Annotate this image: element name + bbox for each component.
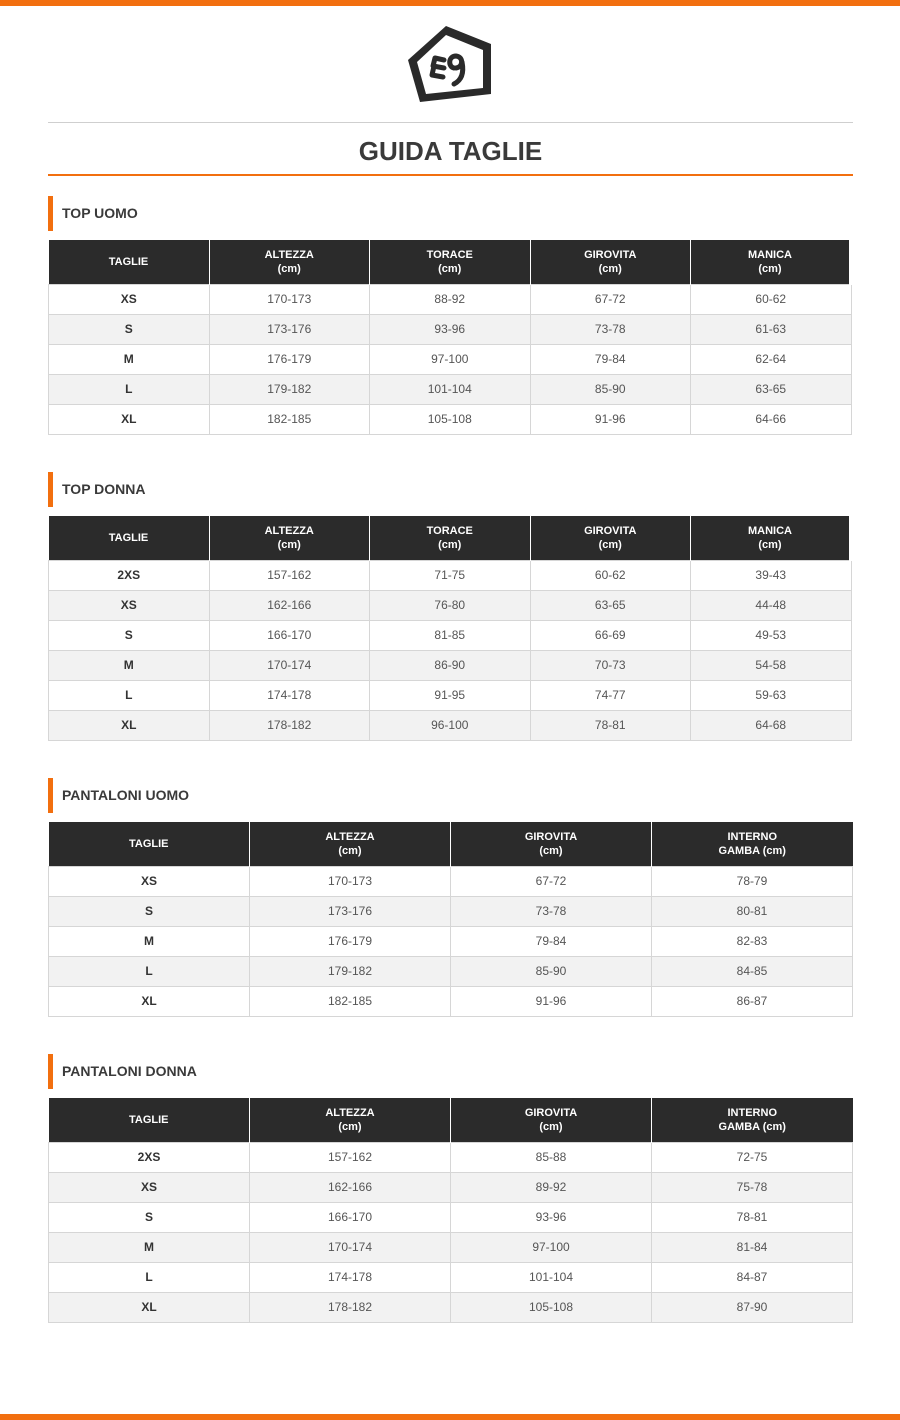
table-cell: 79-84 xyxy=(530,344,691,374)
table-cell: 97-100 xyxy=(370,344,531,374)
size-cell: S xyxy=(49,620,210,650)
column-header: TAGLIE xyxy=(49,822,250,866)
page-title: GUIDA TAGLIE xyxy=(358,136,543,166)
column-header: ALTEZZA (cm) xyxy=(250,1098,451,1142)
table-header-row xyxy=(49,822,853,866)
table-cell: 178-182 xyxy=(250,1292,451,1322)
column-header: ALTEZZA (cm) xyxy=(209,516,370,560)
section-title: TOP UOMO xyxy=(62,205,138,221)
column-header: GIROVITA (cm) xyxy=(530,240,691,284)
table-cell: 73-78 xyxy=(530,314,691,344)
table-cell: 70-73 xyxy=(530,650,691,680)
table-cell: 78-79 xyxy=(652,866,853,896)
table-row xyxy=(49,926,853,956)
table-row xyxy=(49,404,852,434)
table-row xyxy=(49,620,852,650)
table-cell: 89-92 xyxy=(451,1172,652,1202)
table-cell: 39-43 xyxy=(691,560,852,590)
table-cell: 44-48 xyxy=(691,590,852,620)
section-heading xyxy=(48,196,853,231)
table-cell: 63-65 xyxy=(691,374,852,404)
table-row xyxy=(49,590,852,620)
table-row xyxy=(49,284,852,314)
section-accent xyxy=(48,472,53,507)
header-divider xyxy=(48,122,853,123)
table-cell: 64-66 xyxy=(691,404,852,434)
size-cell: 2XS xyxy=(49,560,210,590)
column-header: MANICA (cm) xyxy=(691,240,852,284)
bottom-accent-bar xyxy=(0,1414,900,1420)
table-cell: 170-173 xyxy=(209,284,370,314)
table-cell: 166-170 xyxy=(209,620,370,650)
table-cell: 173-176 xyxy=(250,896,451,926)
table-cell: 179-182 xyxy=(209,374,370,404)
table-cell: 74-77 xyxy=(530,680,691,710)
table-row xyxy=(49,866,853,896)
column-header: TORACE (cm) xyxy=(370,240,531,284)
table-cell: 87-90 xyxy=(652,1292,853,1322)
section-heading xyxy=(48,1054,853,1089)
section-heading xyxy=(48,472,853,507)
size-cell: XS xyxy=(49,590,210,620)
table-cell: 96-100 xyxy=(370,710,531,740)
table-cell: 60-62 xyxy=(530,560,691,590)
size-cell: L xyxy=(49,956,250,986)
size-cell: XS xyxy=(49,1172,250,1202)
section-title: TOP DONNA xyxy=(62,481,146,497)
table-row xyxy=(49,650,852,680)
column-header: TAGLIE xyxy=(49,240,210,284)
table-cell: 173-176 xyxy=(209,314,370,344)
table-cell: 82-83 xyxy=(652,926,853,956)
size-cell: S xyxy=(49,314,210,344)
table-cell: 73-78 xyxy=(451,896,652,926)
table-cell: 66-69 xyxy=(530,620,691,650)
table-row xyxy=(49,896,853,926)
table-cell: 170-174 xyxy=(250,1232,451,1262)
top-accent-bar xyxy=(0,0,900,6)
size-table xyxy=(48,1098,853,1323)
section-accent xyxy=(48,778,53,813)
table-cell: 81-85 xyxy=(370,620,531,650)
table-cell: 97-100 xyxy=(451,1232,652,1262)
table-cell: 93-96 xyxy=(370,314,531,344)
table-cell: 85-90 xyxy=(530,374,691,404)
table-cell: 179-182 xyxy=(250,956,451,986)
table-cell: 67-72 xyxy=(451,866,652,896)
section-title: PANTALONI DONNA xyxy=(62,1063,197,1079)
size-table xyxy=(48,240,853,435)
table-cell: 85-88 xyxy=(451,1142,652,1172)
table-cell: 101-104 xyxy=(370,374,531,404)
section-pantaloni-uomo xyxy=(48,778,853,1008)
table-cell: 72-75 xyxy=(652,1142,853,1172)
table-cell: 86-87 xyxy=(652,986,853,1016)
section-title: PANTALONI UOMO xyxy=(62,787,190,803)
section-top-donna xyxy=(48,472,853,732)
title-underline xyxy=(48,174,853,176)
table-row xyxy=(49,1202,853,1232)
size-cell: M xyxy=(49,650,210,680)
table-cell: 86-90 xyxy=(370,650,531,680)
table-row xyxy=(49,314,852,344)
table-cell: 176-179 xyxy=(250,926,451,956)
table-row xyxy=(49,956,853,986)
table-cell: 105-108 xyxy=(370,404,531,434)
brand-logo-icon xyxy=(404,22,496,106)
table-row xyxy=(49,560,852,590)
table-cell: 162-166 xyxy=(250,1172,451,1202)
table-cell: 91-96 xyxy=(451,986,652,1016)
column-header: INTERNO GAMBA (cm) xyxy=(652,822,853,866)
table-cell: 170-173 xyxy=(250,866,451,896)
table-header-row xyxy=(49,1098,853,1142)
size-cell: XS xyxy=(49,284,210,314)
table-cell: 63-65 xyxy=(530,590,691,620)
size-cell: XL xyxy=(49,986,250,1016)
size-cell: M xyxy=(49,344,210,374)
size-cell: S xyxy=(49,1202,250,1232)
table-row xyxy=(49,1262,853,1292)
size-cell: L xyxy=(49,680,210,710)
section-accent xyxy=(48,196,53,231)
table-header-row xyxy=(49,240,852,284)
column-header: MANICA (cm) xyxy=(691,516,852,560)
size-cell: XL xyxy=(49,404,210,434)
size-cell: 2XS xyxy=(49,1142,250,1172)
column-header: ALTEZZA (cm) xyxy=(209,240,370,284)
table-row xyxy=(49,374,852,404)
size-cell: XL xyxy=(49,1292,250,1322)
size-table xyxy=(48,516,853,741)
table-cell: 174-178 xyxy=(250,1262,451,1292)
column-header: GIROVITA (cm) xyxy=(451,1098,652,1142)
size-cell: M xyxy=(49,926,250,956)
column-header: TAGLIE xyxy=(49,1098,250,1142)
table-cell: 162-166 xyxy=(209,590,370,620)
table-row xyxy=(49,344,852,374)
table-cell: 174-178 xyxy=(209,680,370,710)
table-row xyxy=(49,1142,853,1172)
section-accent xyxy=(48,1054,53,1089)
table-cell: 71-75 xyxy=(370,560,531,590)
section-heading xyxy=(48,778,853,813)
table-cell: 105-108 xyxy=(451,1292,652,1322)
table-cell: 67-72 xyxy=(530,284,691,314)
table-cell: 84-85 xyxy=(652,956,853,986)
table-cell: 78-81 xyxy=(652,1202,853,1232)
size-cell: XS xyxy=(49,866,250,896)
table-cell: 64-68 xyxy=(691,710,852,740)
table-cell: 93-96 xyxy=(451,1202,652,1232)
table-header-row xyxy=(49,516,852,560)
table-row xyxy=(49,680,852,710)
table-cell: 54-58 xyxy=(691,650,852,680)
table-cell: 75-78 xyxy=(652,1172,853,1202)
table-cell: 61-63 xyxy=(691,314,852,344)
table-cell: 81-84 xyxy=(652,1232,853,1262)
table-cell: 78-81 xyxy=(530,710,691,740)
table-row xyxy=(49,710,852,740)
column-header: GIROVITA (cm) xyxy=(451,822,652,866)
table-cell: 178-182 xyxy=(209,710,370,740)
table-cell: 59-63 xyxy=(691,680,852,710)
table-cell: 91-96 xyxy=(530,404,691,434)
section-pantaloni-donna xyxy=(48,1054,853,1314)
size-table xyxy=(48,822,853,1017)
table-cell: 60-62 xyxy=(691,284,852,314)
table-cell: 85-90 xyxy=(451,956,652,986)
table-cell: 157-162 xyxy=(250,1142,451,1172)
table-cell: 101-104 xyxy=(451,1262,652,1292)
table-cell: 84-87 xyxy=(652,1262,853,1292)
table-row xyxy=(49,1172,853,1202)
table-cell: 62-64 xyxy=(691,344,852,374)
table-cell: 166-170 xyxy=(250,1202,451,1232)
table-cell: 80-81 xyxy=(652,896,853,926)
table-cell: 79-84 xyxy=(451,926,652,956)
table-row xyxy=(49,986,853,1016)
table-cell: 76-80 xyxy=(370,590,531,620)
table-cell: 49-53 xyxy=(691,620,852,650)
size-cell: L xyxy=(49,1262,250,1292)
size-cell: L xyxy=(49,374,210,404)
section-top-uomo xyxy=(48,196,853,426)
table-cell: 182-185 xyxy=(250,986,451,1016)
size-cell: M xyxy=(49,1232,250,1262)
size-cell: XL xyxy=(49,710,210,740)
column-header: ALTEZZA (cm) xyxy=(250,822,451,866)
table-cell: 176-179 xyxy=(209,344,370,374)
table-cell: 91-95 xyxy=(370,680,531,710)
table-row xyxy=(49,1232,853,1262)
table-cell: 170-174 xyxy=(209,650,370,680)
table-cell: 157-162 xyxy=(209,560,370,590)
column-header: TAGLIE xyxy=(49,516,210,560)
size-cell: S xyxy=(49,896,250,926)
table-cell: 182-185 xyxy=(209,404,370,434)
column-header: GIROVITA (cm) xyxy=(530,516,691,560)
column-header: INTERNO GAMBA (cm) xyxy=(652,1098,853,1142)
table-cell: 88-92 xyxy=(370,284,531,314)
table-row xyxy=(49,1292,853,1322)
column-header: TORACE (cm) xyxy=(370,516,531,560)
